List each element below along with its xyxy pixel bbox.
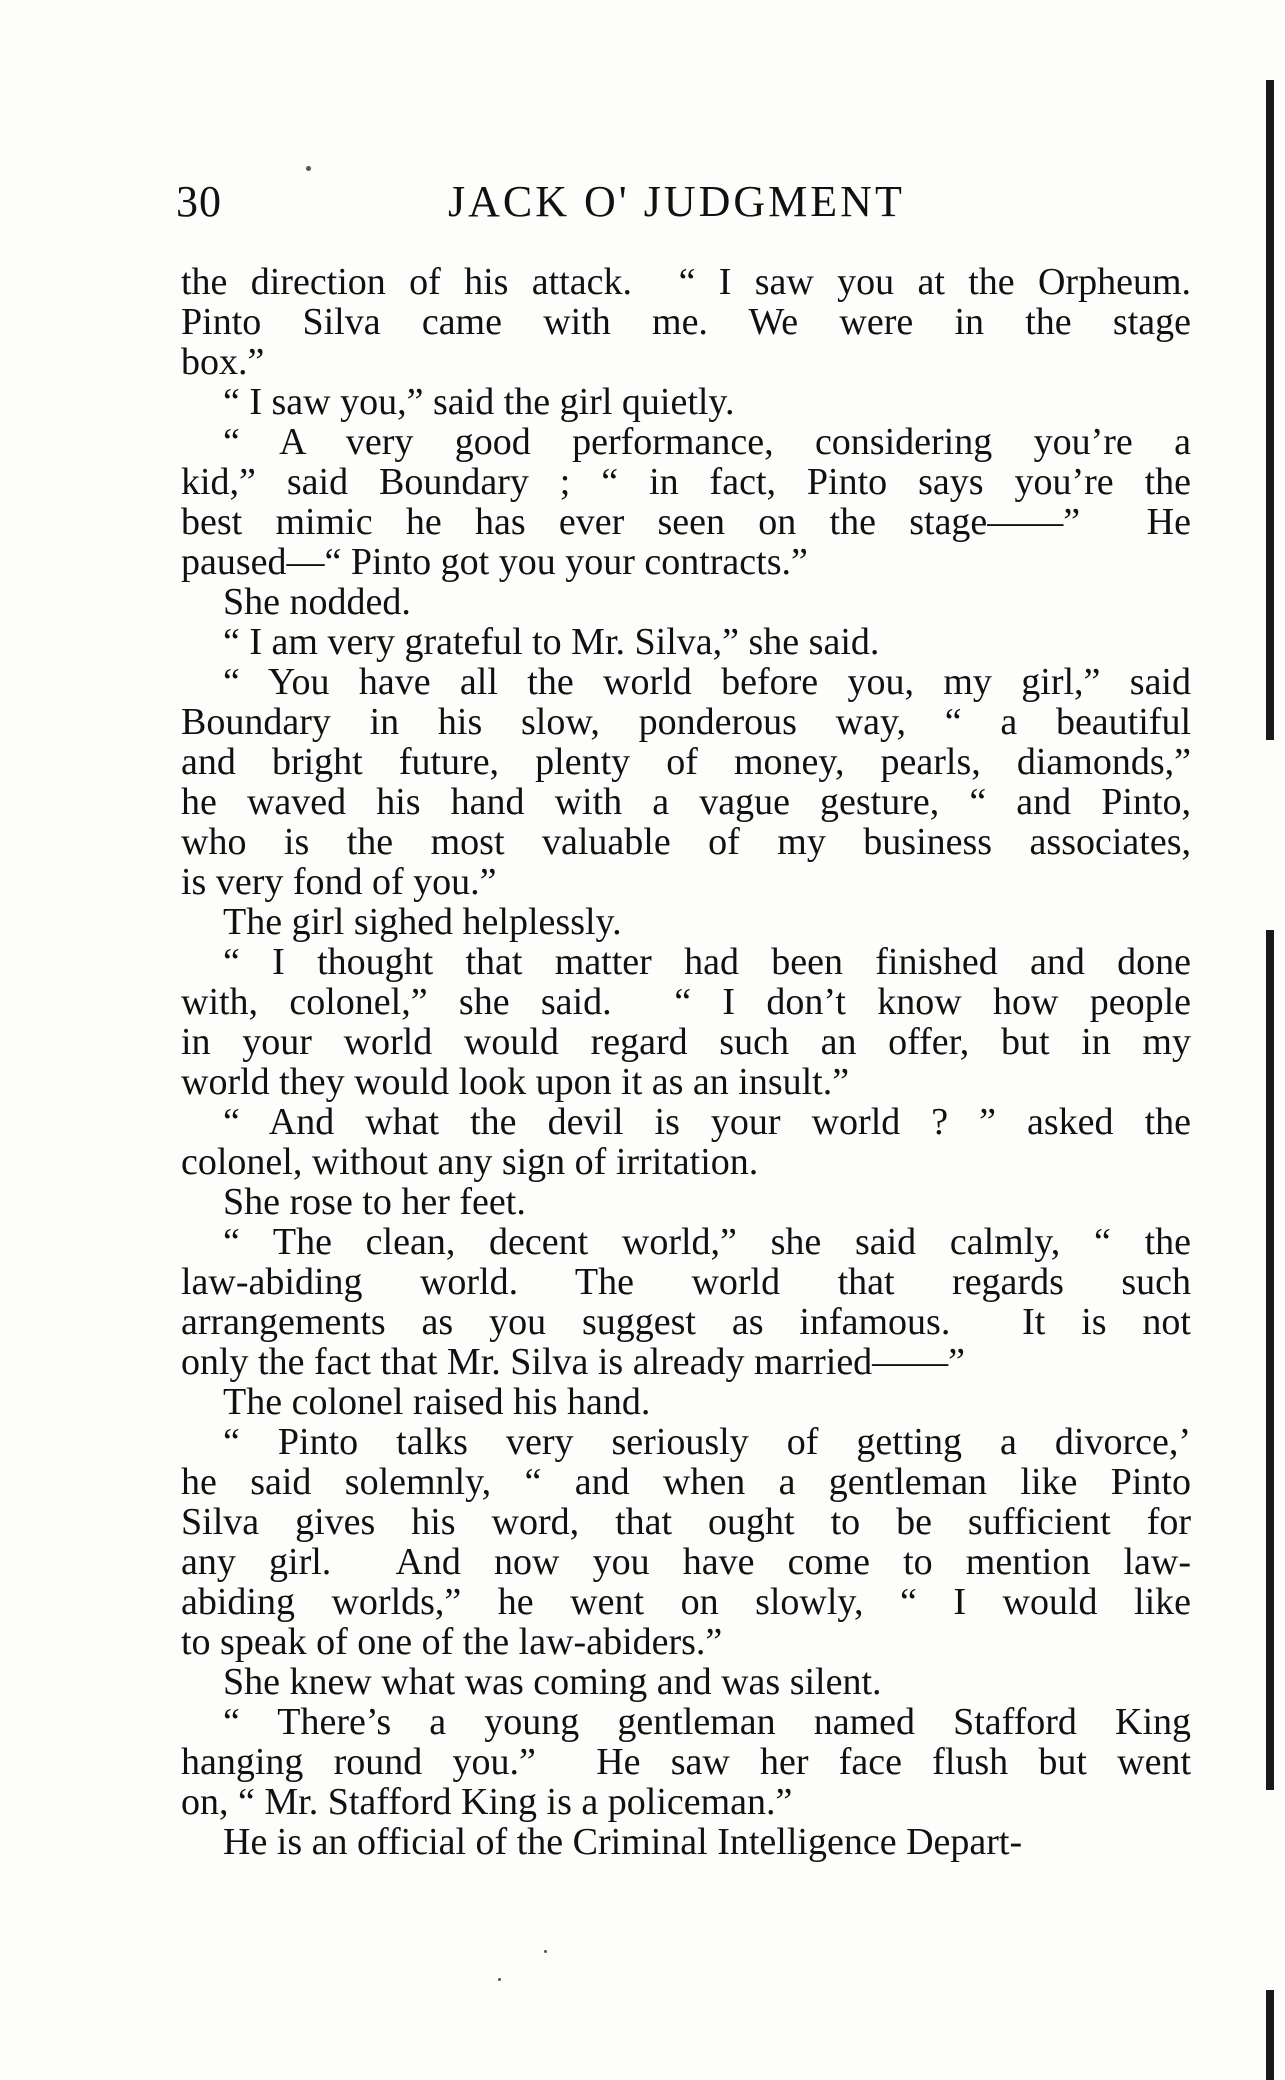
text-line: “ The clean, decent world,” she said calmly, “ the xyxy=(223,1221,1191,1263)
ink-dot xyxy=(306,166,311,171)
ink-dot xyxy=(544,1950,547,1953)
text-line: Boundary in his slow, ponderous way, “ a beautiful xyxy=(181,701,1191,743)
text-line: with, colonel,” she said. “ I don’t know how people xyxy=(181,981,1191,1023)
text-line: he waved his hand with a vague gesture, “ and Pinto, xyxy=(181,781,1191,823)
text-line: in your world would regard such an offer, but in my xyxy=(181,1021,1191,1063)
text-line: “ Pinto talks very seriously of getting a divorce,’ xyxy=(223,1421,1191,1463)
text-line: the direction of his attack. “ I saw you at the Orpheum. xyxy=(181,261,1191,303)
text-line: kid,” said Boundary ; “ in fact, Pinto says you’re the xyxy=(181,461,1191,503)
page-edge-shadow xyxy=(1266,1990,1274,2080)
text-line: She knew what was coming and was silent. xyxy=(223,1661,882,1703)
text-line: “ I am very grateful to Mr. Silva,” she said. xyxy=(223,621,880,663)
text-line: She nodded. xyxy=(223,581,411,623)
text-line: She rose to her feet. xyxy=(223,1181,526,1223)
text-line: “ And what the devil is your world ? ” asked the xyxy=(223,1101,1191,1143)
text-line: best mimic he has ever seen on the stage——” He xyxy=(181,501,1191,543)
page-edge-shadow xyxy=(1266,930,1274,1790)
text-line: only the fact that Mr. Silva is already married——” xyxy=(181,1341,966,1383)
text-line: abiding worlds,” he went on slowly, “ I would like xyxy=(181,1581,1191,1623)
text-line: arrangements as you suggest as infamous. It is not xyxy=(181,1301,1191,1343)
text-line: The colonel raised his hand. xyxy=(223,1381,651,1423)
text-line: paused—“ Pinto got you your contracts.” xyxy=(181,541,808,583)
text-line: Pinto Silva came with me. We were in the stage xyxy=(181,301,1191,343)
text-line: He is an official of the Criminal Intelligence Depart- xyxy=(223,1821,1023,1863)
text-line: on, “ Mr. Stafford King is a policeman.” xyxy=(181,1781,793,1823)
body-text xyxy=(181,262,1191,1862)
text-line: “ I thought that matter had been finished and done xyxy=(223,941,1191,983)
text-line: he said solemnly, “ and when a gentleman like Pinto xyxy=(181,1461,1191,1503)
text-line: “ A very good performance, considering you’re a xyxy=(223,421,1191,463)
ink-dot xyxy=(498,1978,501,1981)
page-number: 30 xyxy=(176,177,222,226)
page-edge-shadow xyxy=(1266,80,1274,740)
text-line: box.” xyxy=(181,341,265,383)
text-line: law-abiding world. The world that regards such xyxy=(181,1261,1191,1303)
text-line: hanging round you.” He saw her face flush but went xyxy=(181,1741,1191,1783)
text-line: “ I saw you,” said the girl quietly. xyxy=(223,381,735,423)
running-head: JACK O' JUDGMENT xyxy=(448,177,905,226)
text-line: who is the most valuable of my business associates, xyxy=(181,821,1191,863)
text-line: The girl sighed helplessly. xyxy=(223,901,622,943)
text-line: any girl. And now you have come to mention law- xyxy=(181,1541,1191,1583)
text-line: Silva gives his word, that ought to be sufficient for xyxy=(181,1501,1191,1543)
text-line: “ You have all the world before you, my girl,” said xyxy=(223,661,1191,703)
text-line: world they would look upon it as an insult.” xyxy=(181,1061,850,1103)
text-line: “ There’s a young gentleman named Stafford King xyxy=(223,1701,1191,1743)
text-line: to speak of one of the law-abiders.” xyxy=(181,1621,723,1663)
text-line: colonel, without any sign of irritation. xyxy=(181,1141,759,1183)
text-line: is very fond of you.” xyxy=(181,861,497,903)
text-line: and bright future, plenty of money, pearls, diamonds,” xyxy=(181,741,1191,783)
